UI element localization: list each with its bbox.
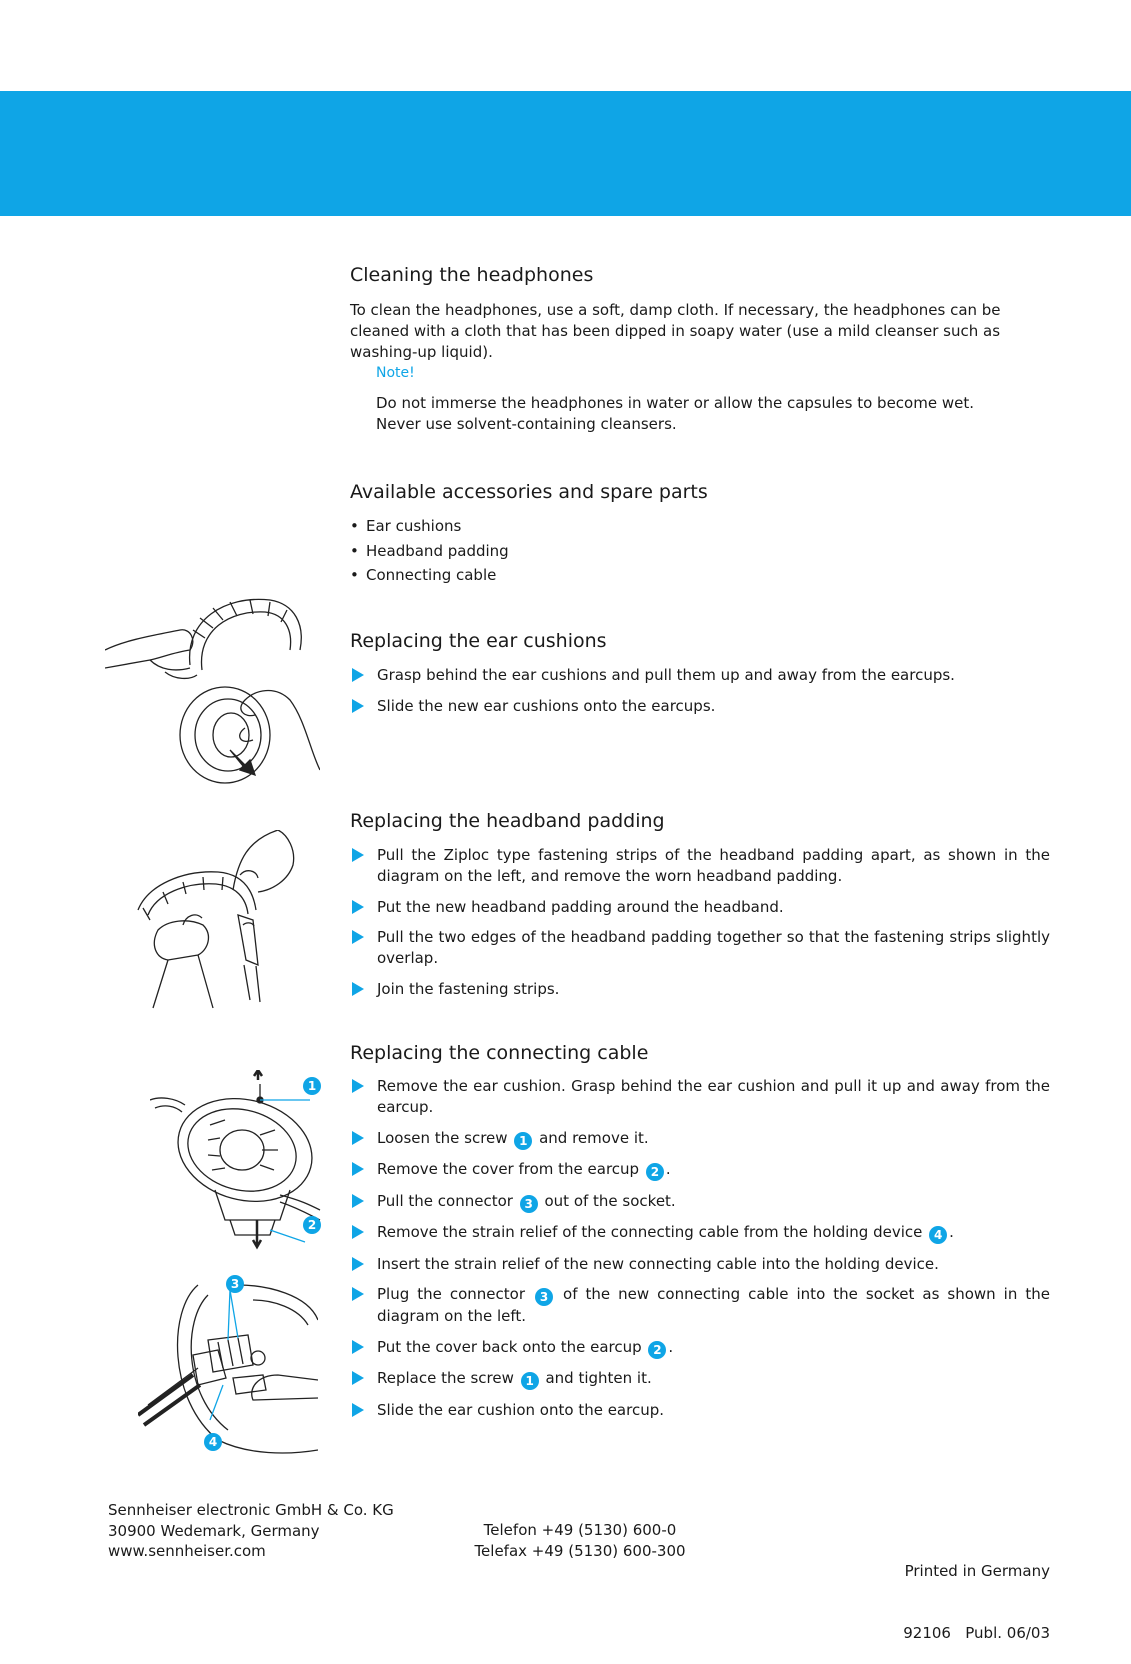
footer-phone: Telefon +49 (5130) 600-0 [483,1521,677,1539]
list-item: Pull the connector 3 out of the socket. [350,1191,1050,1213]
earcup-cover-illustration [150,1070,325,1265]
list-item: Slide the new ear cushions onto the earcups. [350,696,1050,717]
cable-steps [350,1076,1050,1430]
arrow-right-icon [352,1225,364,1239]
step-callout: 2 [648,1341,666,1359]
arrow-right-icon [352,1287,364,1301]
arrow-right-icon [352,668,364,682]
step-callout: 4 [929,1226,947,1244]
step-callout: 2 [646,1163,664,1181]
arrow-right-icon [352,900,364,914]
callout-4: 4 [204,1433,222,1451]
footer-contact-block [470,1520,690,1561]
list-item: Slide the ear cushion onto the earcup. [350,1400,1050,1421]
list-item: Pull the Ziploc type fastening strips of the headband padding apart, as shown in the diagram on the left, and remove the worn headband padding. [350,845,1050,887]
list-item: Pull the two edges of the headband padding together so that the fastening strips slightly overlap. [350,927,1050,969]
list-item: Remove the cover from the earcup 2 . [350,1159,1050,1181]
ear-cushion-steps [350,665,1050,726]
step-callout: 3 [520,1195,538,1213]
step-callout: 3 [535,1288,553,1306]
callout-3: 3 [226,1275,244,1293]
note-line-1: Do not immerse the headphones in water or allow the capsules to become wet. [376,394,974,412]
arrow-right-icon [352,1162,364,1176]
list-item: Remove the ear cushion. Grasp behind the ear cushion and pull it up and away from the earcup. [350,1076,1050,1118]
list-item: • Ear cushions [350,514,509,539]
note-line-2: Never use solvent-containing cleansers. [376,415,677,433]
callout-1: 1 [303,1077,321,1095]
arrow-right-icon [352,1340,364,1354]
footer-company: Sennheiser electronic GmbH & Co. KG [108,1501,394,1519]
heading-cable: Replacing the connecting cable [350,1042,649,1064]
arrow-right-icon [352,699,364,713]
list-item: Plug the connector 3 of the new connecting cable into the socket as shown in the diagram on the left. [350,1284,1050,1327]
ear-cushion-illustration [105,590,320,790]
footer-printed: Printed in Germany [904,1562,1050,1580]
footer-company-block [108,1500,394,1562]
note-label: Note! [376,365,415,381]
arrow-right-icon [352,982,364,996]
headband-steps [350,845,1050,1009]
list-item: Loosen the screw 1 and remove it. [350,1128,1050,1150]
footer-fax: Telefax +49 (5130) 600-300 [474,1541,686,1560]
arrow-right-icon [352,1371,364,1385]
arrow-right-icon [352,1131,364,1145]
footer-print-block [830,1520,1050,1664]
list-item: Put the new headband padding around the headband. [350,897,1050,918]
callout-2: 2 [303,1216,321,1234]
list-item: • Headband padding [350,539,509,564]
list-item: Replace the screw 1 and tighten it. [350,1368,1050,1390]
arrow-right-icon [352,1257,364,1271]
arrow-right-icon [352,1403,364,1417]
footer-address: 30900 Wedemark, Germany [108,1521,320,1540]
list-item: Insert the strain relief of the new connecting cable into the holding device. [350,1254,1050,1275]
footer-publ: 92106 Publ. 06/03 [903,1623,1050,1642]
header-band [0,91,1131,216]
arrow-right-icon [352,1079,364,1093]
footer-web-link[interactable]: www.sennheiser.com [108,1542,266,1560]
heading-cleaning: Cleaning the headphones [350,264,594,286]
list-item: Grasp behind the ear cushions and pull them up and away from the earcups. [350,665,1050,686]
arrow-right-icon [352,1194,364,1208]
arrow-right-icon [352,848,364,862]
cable-socket-illustration [138,1280,318,1455]
arrow-right-icon [352,930,364,944]
cleaning-body: To clean the headphones, use a soft, damp cloth. If necessary, the headphones can be cleaned with a cloth that has been dipped in soapy water (use a mild cleanser such as washing-up liquid). [350,301,1001,361]
step-callout: 1 [521,1372,539,1390]
list-item: Join the fastening strips. [350,979,1050,1000]
heading-accessories: Available accessories and spare parts [350,481,708,503]
list-item: Put the cover back onto the earcup 2 . [350,1337,1050,1359]
list-item: Remove the strain relief of the connecting cable from the holding device 4 . [350,1222,1050,1244]
heading-ear-cushions: Replacing the ear cushions [350,630,607,652]
headband-illustration [128,830,298,1010]
list-item: • Connecting cable [350,563,509,588]
accessories-list [350,514,509,588]
step-callout: 1 [514,1132,532,1150]
heading-headband: Replacing the headband padding [350,810,665,832]
